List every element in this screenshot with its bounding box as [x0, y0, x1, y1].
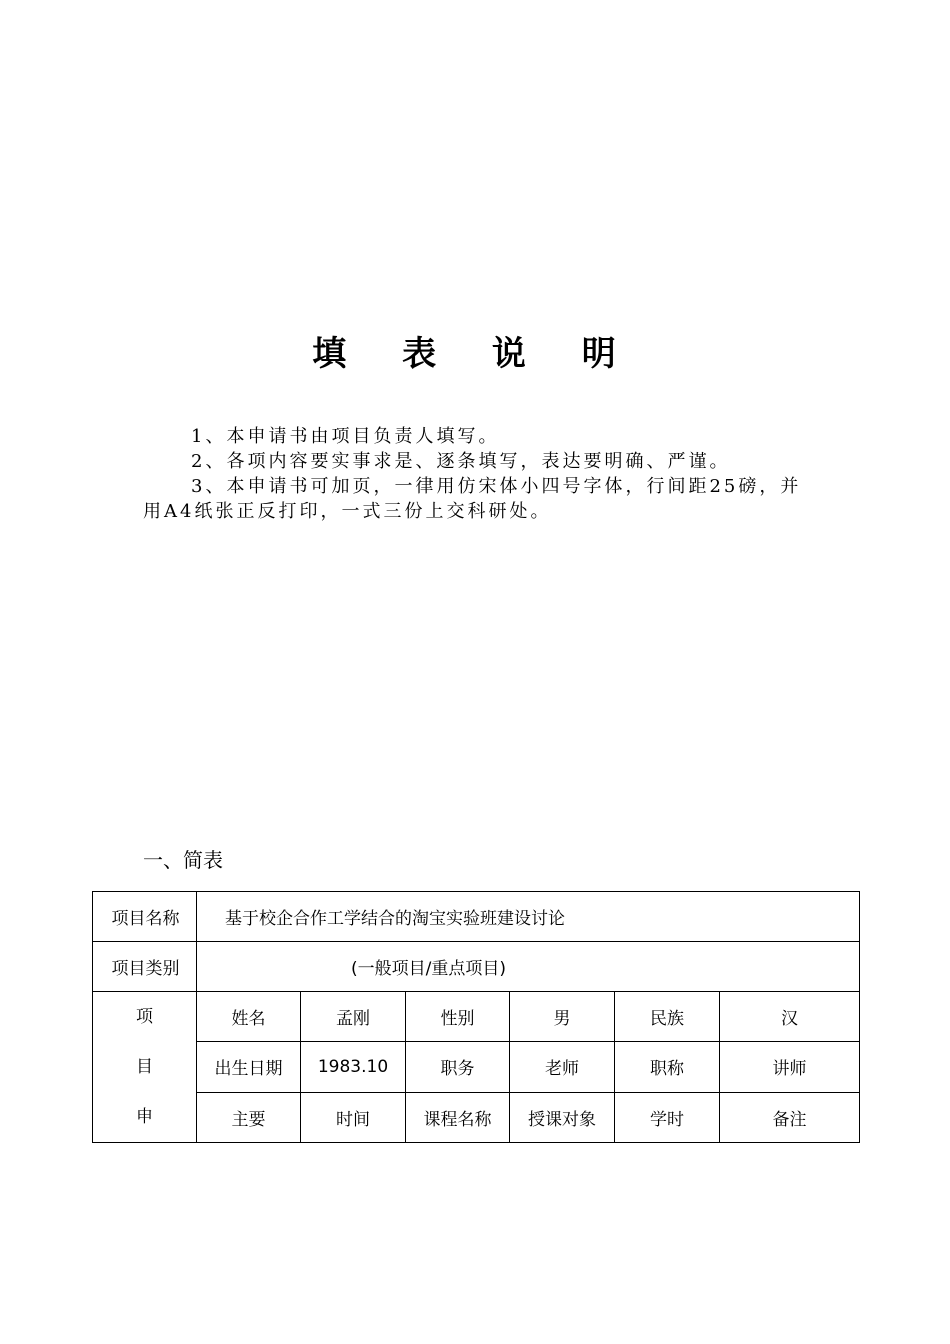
instruction-item-1: 1、本申请书由项目负责人填写。 — [191, 426, 500, 447]
project-name-value: 基于校企合作工学结合的淘宝实验班建设讨论 — [197, 892, 860, 942]
project-category-label: 项目类别 — [93, 942, 197, 992]
ethnicity-value: 汉 — [720, 992, 860, 1042]
table-row — [93, 1042, 860, 1092]
instruction-item-2: 2、各项内容要实事求是、逐条填写，表达要明确、严谨。 — [191, 451, 731, 472]
side-label-char: 项 — [136, 1007, 153, 1027]
table-row — [93, 992, 860, 1042]
applicant-side-label — [93, 992, 197, 1143]
ethnicity-label: 民族 — [615, 992, 720, 1042]
position-label: 职务 — [406, 1042, 510, 1092]
course-name-header: 课程名称 — [406, 1092, 510, 1142]
section-heading: 一、简表 — [143, 848, 223, 872]
table-row-project-name — [93, 892, 860, 942]
table-row-project-category — [93, 942, 860, 992]
project-name-label: 项目名称 — [93, 892, 197, 942]
side-label-char: 目 — [136, 1057, 153, 1077]
name-value: 孟刚 — [301, 992, 406, 1042]
title-value: 讲师 — [720, 1042, 860, 1092]
page-title: 填 表 说 明 — [312, 334, 638, 374]
time-header: 时间 — [301, 1092, 406, 1142]
side-label-char: 申 — [136, 1107, 153, 1127]
position-value: 老师 — [510, 1042, 615, 1092]
main-label: 主要 — [197, 1092, 301, 1142]
notes-header: 备注 — [720, 1092, 860, 1142]
gender-value: 男 — [510, 992, 615, 1042]
summary-table — [92, 891, 860, 1143]
birth-date-label: 出生日期 — [197, 1042, 301, 1092]
title-label: 职称 — [615, 1042, 720, 1092]
birth-date-value: 1983.10 — [301, 1042, 406, 1092]
instructions — [143, 424, 813, 524]
project-category-value: (一般项目/重点项目) — [197, 942, 860, 992]
instruction-item-3: 3、本申请书可加页，一律用仿宋体小四号字体，行间距25磅，并用A4纸张正反打印，一式三份上交科研处。 — [143, 476, 802, 522]
table-row — [93, 1092, 860, 1142]
audience-header: 授课对象 — [510, 1092, 615, 1142]
name-label: 姓名 — [197, 992, 301, 1042]
gender-label: 性别 — [406, 992, 510, 1042]
hours-header: 学时 — [615, 1092, 720, 1142]
